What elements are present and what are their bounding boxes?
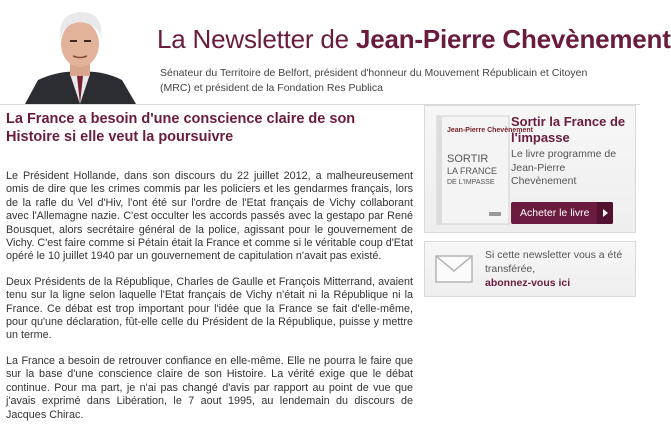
newsletter-subtitle: Sénateur du Territoire de Belfort, président d'honneur du Mouvement Républicain et Citoyen (MRC) et président de la Fondation Res Publica xyxy=(160,67,588,94)
book-cover-title-2: LA FRANCE xyxy=(447,166,498,176)
book-cover-author: Jean-Pierre Chevènement xyxy=(447,127,533,134)
article-headline: La France a besoin d'une conscience claire de son Histoire si elle veut la poursuivre xyxy=(6,111,356,145)
book-promo xyxy=(424,105,636,233)
subscribe-link[interactable]: abonnez-vous ici xyxy=(485,277,571,289)
book-cover-title-3: DE L'IMPASSE xyxy=(447,179,495,186)
article xyxy=(6,110,413,434)
newsletter-header xyxy=(0,0,671,105)
forward-text xyxy=(485,248,630,290)
book-title[interactable]: Sortir la France de l'impasse xyxy=(511,114,626,145)
newsletter-title-prefix: La Newsletter de xyxy=(157,24,356,54)
buy-book-button[interactable] xyxy=(511,202,613,224)
forward-message: Si cette newsletter vous a été transférée, xyxy=(485,249,623,275)
book-subtitle: Le livre programme de Jean-Pierre Chevènement xyxy=(511,148,617,187)
newsletter-title xyxy=(157,24,671,55)
book-cover[interactable] xyxy=(437,116,533,224)
newsletter-title-name: Jean-Pierre Chevènement xyxy=(355,24,671,54)
buy-book-label: Acheter le livre xyxy=(520,207,590,219)
book-cover-title-1: SORTIR xyxy=(447,153,489,165)
envelope-icon xyxy=(435,255,473,283)
sidebar xyxy=(424,105,636,297)
publisher-logo xyxy=(489,212,501,216)
article-paragraph: La France a besoin de retrouver confiance en elle-même. Elle ne pourra le faire que sur la base d'une conscience claire de son Histoire. La vérité exige que le débat continue. Pour ma part, je n'ai pas changé d'avis par rapport au point de vue que j'avais exprimé dans Libération, le 7 aout 1995, au lendemain du discours de Jacques Chirac. xyxy=(6,354,413,421)
forward-box xyxy=(424,241,636,297)
arrow-right-icon xyxy=(597,202,613,224)
article-paragraph: Deux Présidents de la République, Charles de Gaulle et François Mitterrand, avaient tenu sur la ligne selon laquelle l'Etat français de Vichy n'était ni la République ni la France. Ce débat est trop important pour l'idée que la France se fait d'elle-même, pour qu'une déclaration, fût-elle celle du Président de la République, puisse y mettre un terme. xyxy=(6,275,413,342)
article-paragraph: Le Président Hollande, dans son discours du 22 juillet 2012, a malheureusement omis de dire que les crimes commis par les policiers et les gendarmes français, lors de la rafle du Vel d'Hiv, l'ont été sur l'ordre de l'Etat français de Vichy collaborant avec l'Allemagne nazie. C'est occulter les accords passés avec la gestapo par René Bousquet, alors secrétaire général de la police, agissant pour le gouvernement de Vichy. C'est faire comme si Pétain était la France et comme si le véritable coup d'Etat opéré le 10 juillet 1940 par un gouvernement de capitulation n'avait pas existé. xyxy=(6,170,413,263)
portrait-photo xyxy=(20,4,140,104)
